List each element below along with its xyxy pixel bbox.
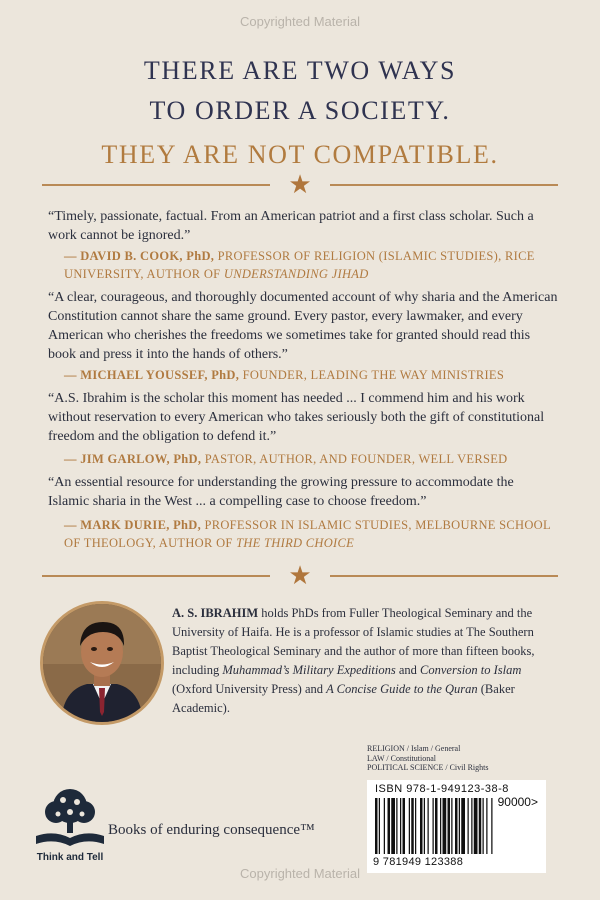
divider-line-right [330, 184, 558, 186]
divider-line-left [42, 184, 270, 186]
publisher-tagline: Books of enduring consequence™ [108, 822, 315, 838]
price-code: 90000> [497, 795, 538, 809]
endorsement-quote-1: “Timely, passionate, factual. From an American patriot and a first class scholar. Such a work cannot be ignored.” [48, 209, 534, 243]
category-line: POLITICAL SCIENCE / Civil Rights [367, 763, 489, 772]
endorser-title: FOUNDER, LEADING THE WAY MINISTRIES [242, 368, 505, 382]
divider-line-left [42, 575, 270, 577]
endorsement-attribution-1 [64, 247, 558, 283]
copyright-watermark-bottom: Copyrighted Material [240, 866, 360, 881]
endorser-title: PROFESSOR OF RELIGION (ISLAMIC STUDIES), RICE UNIVERSITY, AUTHOR OF [64, 249, 535, 281]
author-name: A. S. IBRAHIM [172, 606, 259, 620]
star-icon: ★ [288, 170, 312, 199]
star-divider-top [42, 170, 558, 199]
bio-text-1: holds PhDs from Fuller Theological Seminary and the University of Haifa. He is a professor of Islamic studies at The Southern Baptist Theological Seminary and the author of more than fifteen books, including [172, 606, 535, 677]
endorser-book: THE THIRD CHOICE [236, 536, 355, 550]
endorser-degree: PhD, [186, 249, 215, 263]
barcode-digits: 9 781949 123388 [373, 856, 464, 868]
star-divider-middle [42, 561, 558, 590]
bio-and: and [398, 663, 417, 677]
endorsement-quote-3: “A.S. Ibrahim is the scholar this moment has needed ... I commend him and his work without reservation to every American who takes seriously both the gift of constitutional freedom and the obligation to defend it.” [48, 391, 545, 444]
endorser-degree: PhD, [173, 452, 202, 466]
endorser-name: — DAVID B. COOK, [64, 249, 183, 263]
endorsement-attribution-4 [64, 516, 558, 552]
author-bio [172, 604, 558, 718]
endorser-name: — MICHAEL YOUSSEF, [64, 368, 208, 382]
barcode-bars [375, 798, 538, 856]
bio-text-3: (Baker Academic). [172, 682, 515, 715]
endorser-name: — JIM GARLOW, [64, 452, 170, 466]
endorsement-quote-2: “A clear, courageous, and thoroughly documented account of why sharia and the American Constitution cannot share the same ground. Every pastor, every lawmaker, and every American who cherishes the freedoms we sometimes take for granted should read this book and press it into the hands of others.” [48, 290, 558, 362]
endorsement-attribution-2 [64, 366, 558, 384]
divider-line-right [330, 575, 558, 577]
headline-line-3: THEY ARE NOT COMPATIBLE. [101, 140, 499, 169]
bisac-categories [367, 744, 557, 773]
star-icon: ★ [288, 561, 312, 590]
isbn-barcode [367, 780, 546, 873]
bio-book-2: Conversion to Islam [420, 663, 522, 677]
author-photo [40, 601, 164, 725]
bio-book-3: A Concise Guide to the Quran [326, 682, 478, 696]
endorser-degree: PhD, [211, 368, 240, 382]
headline-line-1: THERE ARE TWO WAYS [143, 56, 457, 85]
endorser-name: — MARK DURIE, [64, 518, 170, 532]
headline-line-2: TO ORDER A SOCIETY. [149, 96, 451, 125]
publisher-name: Think and Tell [36, 852, 104, 863]
endorser-title: PASTOR, AUTHOR, AND FOUNDER, WELL VERSED [204, 452, 508, 466]
endorser-book: UNDERSTANDING JIHAD [223, 267, 369, 281]
endorser-degree: PhD, [173, 518, 202, 532]
copyright-watermark-top: Copyrighted Material [240, 14, 360, 29]
bio-book-1: Muhammad’s Military Expeditions [222, 663, 396, 677]
category-line: LAW / Constitutional [367, 753, 436, 763]
endorsement-quote-4: “An essential resource for understanding the growing pressure to accommodate the Islamic sharia in the West ... a compelling case to choose freedom.” [48, 475, 514, 509]
endorser-title: PROFESSOR IN ISLAMIC STUDIES, MELBOURNE SCHOOL OF THEOLOGY, AUTHOR OF [64, 518, 551, 550]
category-line: RELIGION / Islam / General [367, 744, 461, 753]
isbn-text: ISBN 978-1-949123-38-8 [375, 783, 509, 795]
bio-text-2: (Oxford University Press) and [172, 682, 324, 696]
endorsement-attribution-3 [64, 450, 558, 468]
